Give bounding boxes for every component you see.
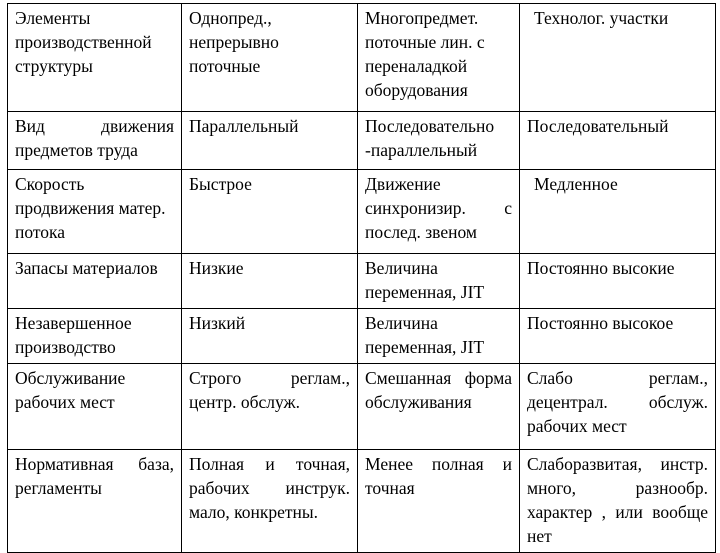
table-cell: Медленное [520, 170, 716, 254]
table-row [8, 4, 716, 112]
table-cell: Смешанная форма обслуживания [358, 364, 520, 450]
table-cell: Быстрое [182, 170, 358, 254]
table-cell: Строго реглам., центр. обслуж. [182, 364, 358, 450]
table-cell: Обслуживание рабочих мест [8, 364, 182, 450]
table-cell: Слаборазвитая, инстр. много, разнообр. характер , или вообще нет [520, 450, 716, 553]
table-cell: Величина переменная, JIT [358, 309, 520, 364]
table-cell: Многопредмет. поточные лин. с переналадкой оборудования [358, 4, 520, 112]
table-cell: Постоянно высокие [520, 254, 716, 309]
table-row [8, 254, 716, 309]
table-cell: Нормативная база, регламенты [8, 450, 182, 553]
table-cell: Технолог. участки [520, 4, 716, 112]
table-row [8, 309, 716, 364]
table-cell: Вид движения предметов труда [8, 112, 182, 170]
table-cell: Незавершенное производство [8, 309, 182, 364]
table-row [8, 170, 716, 254]
table-cell: Величина переменная, JIT [358, 254, 520, 309]
table-row [8, 112, 716, 170]
table-cell: Скорость продвижения матер. потока [8, 170, 182, 254]
table-cell: Движение синхронизир. с послед. звеном [358, 170, 520, 254]
table-cell: Запасы материалов [8, 254, 182, 309]
table-row [8, 450, 716, 553]
comparison-table [7, 3, 716, 553]
table-cell: Последовательный [520, 112, 716, 170]
table-row [8, 364, 716, 450]
table-cell: Полная и точная, рабочих инструк. мало, конкретны. [182, 450, 358, 553]
table-cell: Параллельный [182, 112, 358, 170]
table-cell: Однопред., непрерывно поточные [182, 4, 358, 112]
table-cell: Элементы производственной структуры [8, 4, 182, 112]
table-cell: Менее полная и точная [358, 450, 520, 553]
table-cell: Последовательно -параллельный [358, 112, 520, 170]
table-cell: Постоянно высокое [520, 309, 716, 364]
table-cell: Слабо реглам., децентрал. обслуж. рабочих мест [520, 364, 716, 450]
table-cell: Низкие [182, 254, 358, 309]
table-cell: Низкий [182, 309, 358, 364]
